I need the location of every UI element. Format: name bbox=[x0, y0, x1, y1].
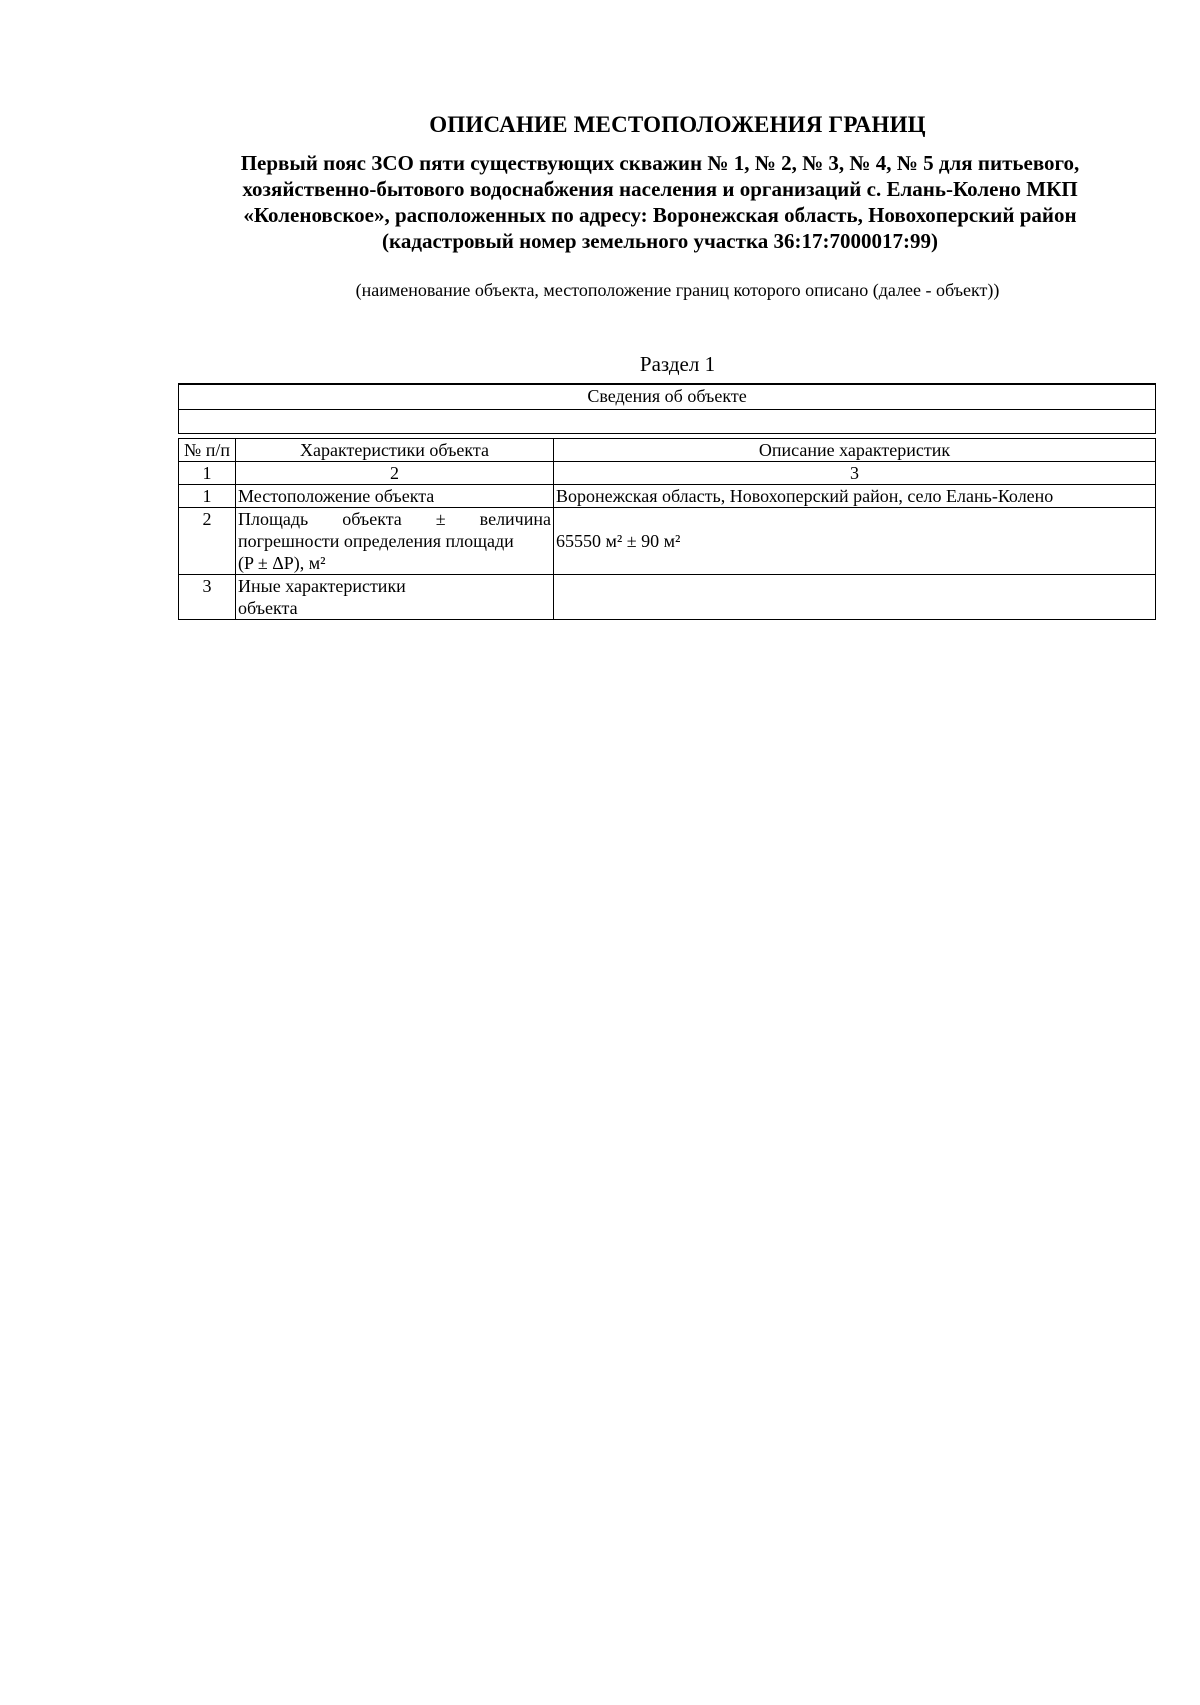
characteristic-line: Иные характеристики bbox=[238, 576, 406, 596]
table-row bbox=[179, 485, 1156, 508]
table-blank-row bbox=[179, 410, 1156, 434]
header-cell: № п/п bbox=[179, 439, 236, 462]
subtitle-line: Первый пояс ЗСО пяти существующих скважин № 1, № 2, № 3, № 4, № 5 для питьевого, bbox=[240, 151, 1080, 175]
header-cell: Описание характеристик bbox=[554, 439, 1156, 462]
subtitle-line: хозяйственно-бытового водоснабжения населения и организаций с. Елань-Колено МКП bbox=[242, 177, 1078, 201]
subtitle-line: «Коленовское», расположенных по адресу: Воронежская область, Новохоперский район bbox=[243, 203, 1077, 227]
column-number-cell: 2 bbox=[236, 462, 554, 485]
table-header-row bbox=[179, 439, 1156, 462]
characteristic-line: погрешности определения площади bbox=[238, 531, 514, 551]
subtitle-line: (кадастровый номер земельного участка 36:17:7000017:99) bbox=[382, 229, 938, 253]
document-title: ОПИСАНИЕ МЕСТОПОЛОЖЕНИЯ ГРАНИЦ bbox=[429, 112, 926, 137]
table-row bbox=[179, 575, 1156, 620]
document-subtitle bbox=[200, 150, 1120, 254]
characteristic-cell bbox=[236, 575, 554, 620]
row-number-cell: 3 bbox=[179, 575, 236, 620]
description-cell bbox=[554, 575, 1156, 620]
column-number-cell: 1 bbox=[179, 462, 236, 485]
characteristic-cell bbox=[236, 485, 554, 508]
table-title-row bbox=[179, 384, 1156, 410]
characteristic-line: объекта bbox=[238, 598, 298, 618]
characteristic-cell bbox=[236, 508, 554, 575]
column-number-cell: 3 bbox=[554, 462, 1156, 485]
blank-cell bbox=[179, 410, 1156, 434]
table-title: Сведения об объекте bbox=[179, 384, 1156, 410]
description-cell: 65550 м² ± 90 м² bbox=[554, 508, 1156, 575]
table-column-number-row bbox=[179, 462, 1156, 485]
description-cell: Воронежская область, Новохоперский район, село Елань-Колено bbox=[554, 485, 1156, 508]
row-number-cell: 2 bbox=[179, 508, 236, 575]
characteristic-line: (P ± ΔP), м² bbox=[238, 553, 326, 573]
object-info-table bbox=[178, 383, 1156, 620]
characteristic-line: Местоположение объекта bbox=[238, 486, 435, 506]
row-number-cell: 1 bbox=[179, 485, 236, 508]
table-row bbox=[179, 508, 1156, 575]
characteristic-line: Площадь объекта ± величина bbox=[238, 509, 551, 529]
object-caption: (наименование объекта, местоположение границ которого описано (далее - объект)) bbox=[355, 280, 1000, 300]
header-cell: Характеристики объекта bbox=[236, 439, 554, 462]
section-label: Раздел 1 bbox=[639, 352, 716, 376]
